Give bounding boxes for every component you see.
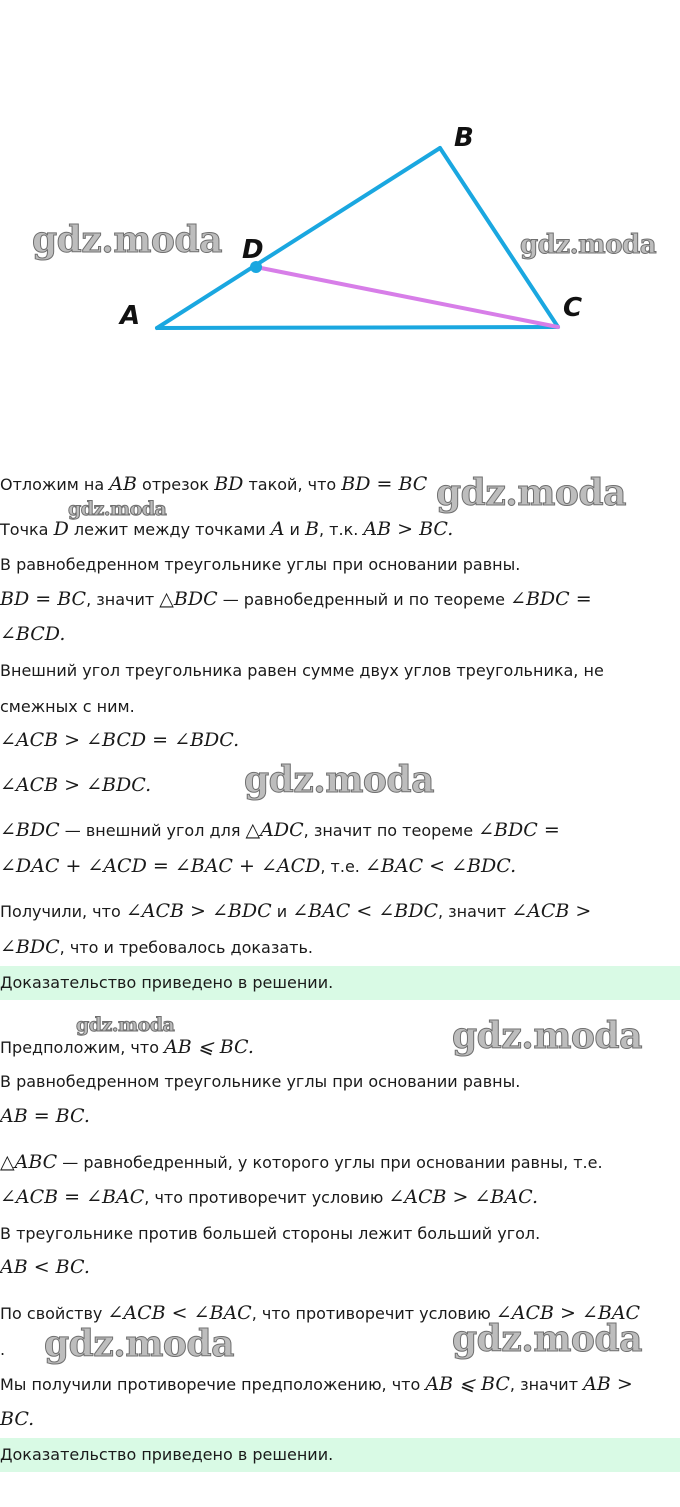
segment-dc xyxy=(256,267,558,327)
proof1-line-5: ∠BCD. xyxy=(0,623,66,645)
label-d: D xyxy=(242,235,264,265)
proof1-line-8: ∠ACB > ∠BCD = ∠BDC. xyxy=(0,729,240,751)
watermark: gdz.moda xyxy=(32,219,222,261)
proof1-line-7: смежных с ним. xyxy=(0,697,135,716)
proof2-line-7: AB < BC. xyxy=(0,1256,90,1278)
segment-ac xyxy=(157,327,558,328)
proof1-line-3: В равнобедренном треугольнике углы при основании равны. xyxy=(0,555,521,574)
proof2-line-6: В треугольнике против большей стороны лежит больший угол. xyxy=(0,1224,541,1243)
watermark: gdz.moda xyxy=(68,498,167,520)
watermark: gdz.moda xyxy=(452,1015,642,1057)
proof1-line-10: ∠BDC — внешний угол для △ADC, значит по теореме ∠BDC = xyxy=(0,819,560,841)
label-a: A xyxy=(120,301,141,331)
watermark: gdz.moda xyxy=(452,1318,642,1360)
watermark: gdz.moda xyxy=(436,472,626,514)
proof1-conclusion xyxy=(0,966,680,1000)
watermark: gdz.moda xyxy=(244,759,434,801)
proof1-conclusion-text: Доказательство приведено в решении. xyxy=(0,973,334,992)
proof1-line-6: Внешний угол треугольника равен сумме двух углов треугольника, не xyxy=(0,661,604,680)
proof2-line-10: Мы получили противоречие предположению, что AB ⩽ BC, значит AB > xyxy=(0,1373,633,1395)
label-b: B xyxy=(454,123,474,153)
proof1-line-9: ∠ACB > ∠BDC. xyxy=(0,774,152,796)
proof2-conclusion xyxy=(0,1438,680,1472)
label-c: C xyxy=(563,293,583,323)
proof2-line-5: ∠ACB = ∠BAC, что противоречит условию ∠ACB > ∠BAC. xyxy=(0,1186,539,1208)
watermark: gdz.moda xyxy=(44,1323,234,1365)
proof2-line-1: Предположим, что AB ⩽ BC. xyxy=(0,1036,254,1058)
proof2-conclusion-text: Доказательство приведено в решении. xyxy=(0,1445,334,1464)
proof1-line-12: Получили, что ∠ACB > ∠BDC и ∠BAC < ∠BDC, значит ∠ACB > xyxy=(0,900,592,922)
proof2-line-2: В равнобедренном треугольнике углы при основании равны. xyxy=(0,1072,521,1091)
proof1-line-4: BD = BC, значит △BDC — равнобедренный и по теореме ∠BDC = xyxy=(0,588,592,610)
proof2-line-11: BC. xyxy=(0,1408,35,1430)
proof1-line-2: Точка D лежит между точками A и B, т.к. AB > BC. xyxy=(0,518,454,540)
proof2-line-3: AB = BC. xyxy=(0,1105,90,1127)
proof2-line-8: По свойству ∠ACB < ∠BAC, что противоречит условию ∠ACB > ∠BAC xyxy=(0,1302,641,1324)
proof2-line-9: . xyxy=(0,1340,6,1359)
proof1-line-11: ∠DAC + ∠ACD = ∠BAC + ∠ACD, т.е. ∠BAC < ∠BDC. xyxy=(0,855,517,877)
proof1-line-13: ∠BDC, что и требовалось доказать. xyxy=(0,936,313,958)
proof2-line-4: △ABC — равнобедренный, у которого углы при основании равны, т.е. xyxy=(0,1151,603,1173)
proof1-line-1: Отложим на AB отрезок BD такой, что BD = BC xyxy=(0,473,428,495)
watermark: gdz.moda xyxy=(520,230,657,260)
watermark: gdz.moda xyxy=(76,1014,175,1036)
